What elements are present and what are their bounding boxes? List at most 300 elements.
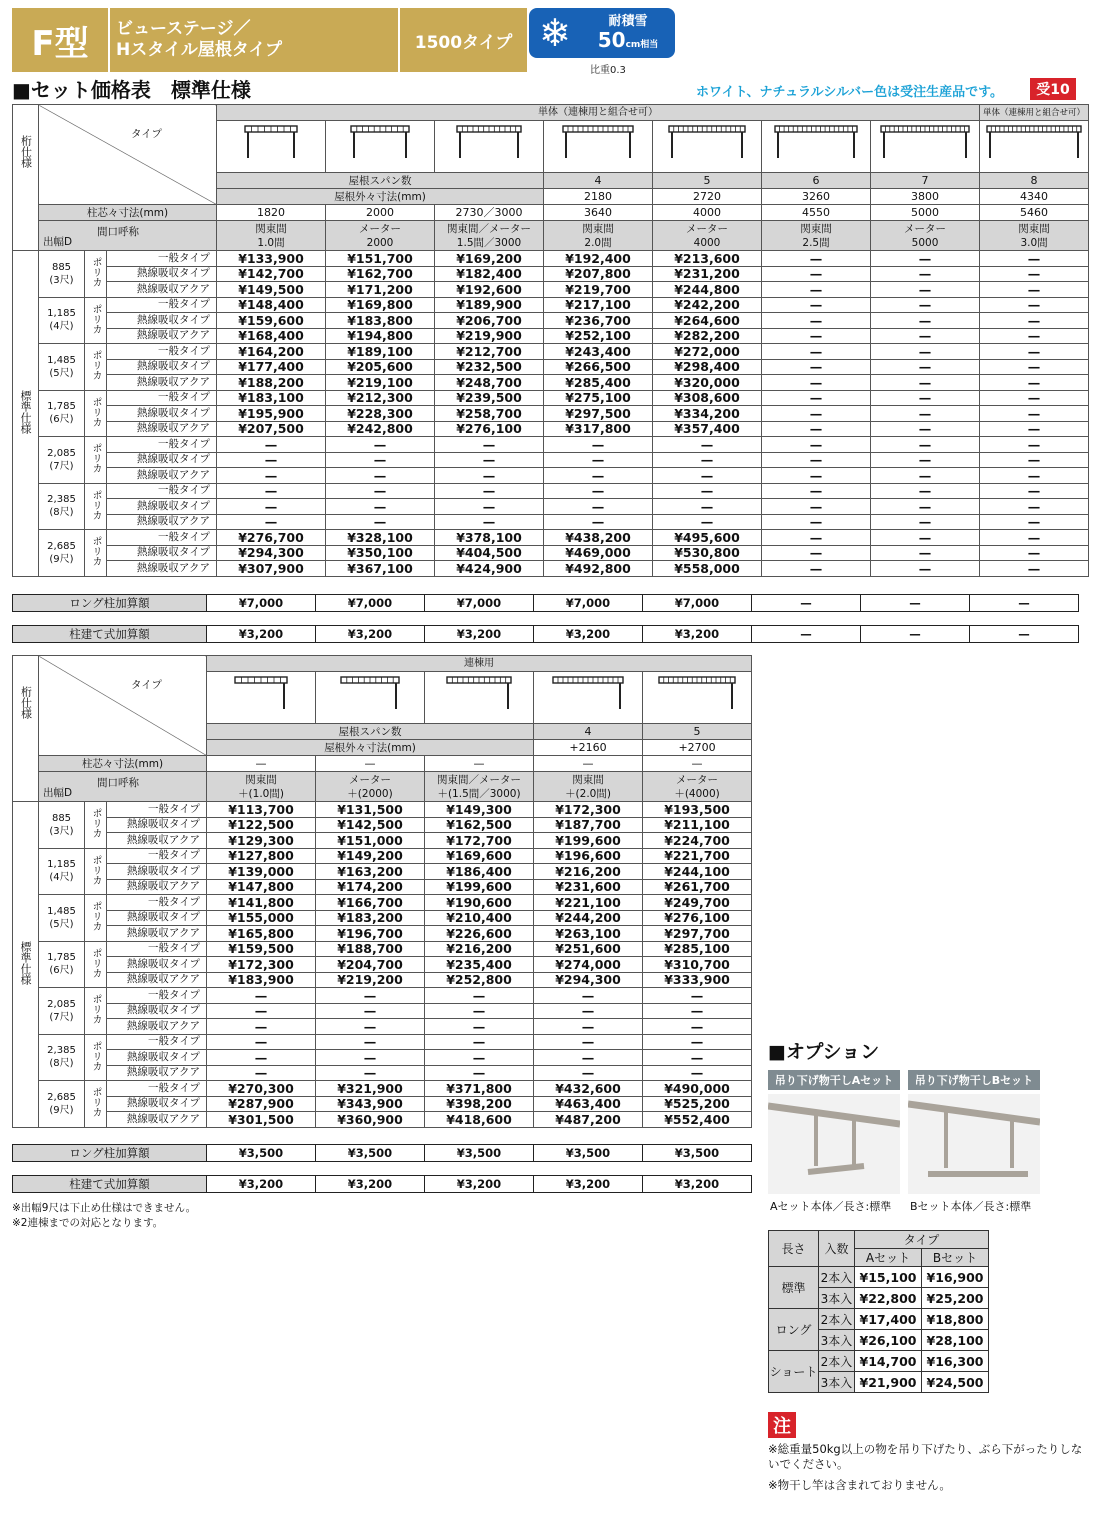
- price-cell: ¥276,100: [435, 421, 544, 437]
- roof-diagram-icon: [668, 125, 746, 159]
- price-cell: —: [762, 359, 871, 375]
- open-cell: メーター ＋(2000): [316, 772, 425, 802]
- kind-cell: 一般タイプ: [107, 390, 217, 406]
- roof-diagram-icon: [340, 676, 400, 710]
- depth-heading: 出幅D: [43, 787, 73, 799]
- kind-cell: 一般タイプ: [107, 344, 217, 360]
- opt-b-price: ¥16,300: [922, 1351, 989, 1372]
- price-cell: —: [762, 328, 871, 344]
- kind-cell: 熱線吸収アクア: [107, 421, 217, 437]
- keta-label: 桁仕様: [19, 135, 33, 168]
- price-cell: ¥162,500: [425, 817, 534, 833]
- option-b-image: [908, 1094, 1040, 1194]
- kind-cell: 一般タイプ: [107, 802, 207, 818]
- price-cell: ¥525,200: [643, 1096, 752, 1112]
- price-cell: —: [762, 499, 871, 515]
- sum-cell: —: [752, 595, 861, 612]
- spec-cell: 2180: [544, 189, 653, 205]
- kind-cell: 熱線吸収タイプ: [107, 1096, 207, 1112]
- price-cell: ¥244,800: [653, 282, 762, 298]
- sum-cell: —: [861, 626, 970, 643]
- price-cell: ¥301,500: [207, 1112, 316, 1128]
- sum-label: 柱建て式加算額: [13, 1176, 207, 1193]
- footnote-1: ※出幅9尺は下止め仕様はできません。: [12, 1202, 197, 1214]
- spec-cell: 3260: [762, 189, 871, 205]
- price-cell: —: [871, 328, 980, 344]
- price-cell: —: [653, 499, 762, 515]
- price-cell: —: [326, 514, 435, 530]
- price-cell: —: [217, 483, 326, 499]
- group-header-linked: 連棟用: [207, 656, 752, 672]
- price-cell: ¥418,600: [425, 1112, 534, 1128]
- kind-cell: 一般タイプ: [107, 297, 217, 313]
- roof-diagram-icon: [880, 125, 970, 159]
- price-cell: ¥216,200: [534, 864, 643, 880]
- price-cell: —: [871, 282, 980, 298]
- price-cell: ¥371,800: [425, 1081, 534, 1097]
- price-cell: —: [980, 282, 1089, 298]
- price-cell: —: [762, 468, 871, 484]
- price-cell: —: [871, 344, 980, 360]
- opt-a-price: ¥14,700: [855, 1351, 922, 1372]
- spec-cell: —: [534, 756, 643, 772]
- price-cell: —: [980, 530, 1089, 546]
- price-cell: ¥206,700: [435, 313, 544, 329]
- price-cell: ¥133,900: [217, 251, 326, 267]
- material-cell: ポリカ: [85, 530, 107, 577]
- opt-b-price: ¥24,500: [922, 1372, 989, 1393]
- sum-cell: ¥7,000: [643, 595, 752, 612]
- price-cell: ¥285,400: [544, 375, 653, 391]
- depth-cell: 1,185 (4尺): [39, 297, 85, 344]
- long-pillar-row-1: [12, 594, 1079, 612]
- price-cell: —: [326, 483, 435, 499]
- sum-label: ロング柱加算額: [13, 595, 207, 612]
- sum-cell: ¥3,500: [316, 1145, 425, 1162]
- price-cell: —: [871, 437, 980, 453]
- price-cell: —: [871, 297, 980, 313]
- price-cell: ¥169,200: [435, 251, 544, 267]
- price-cell: —: [534, 1050, 643, 1066]
- roof-diagram-icon: [350, 125, 410, 159]
- sum-cell: ¥3,200: [316, 626, 425, 643]
- price-cell: ¥196,700: [316, 926, 425, 942]
- group-header-single-11: 単体（連棟用と組合せ可）: [980, 105, 1089, 121]
- open-cell: 関東間 ＋(2.0間): [534, 772, 643, 802]
- price-cell: ¥328,100: [326, 530, 435, 546]
- price-cell: —: [643, 1034, 752, 1050]
- price-cell: ¥432,600: [534, 1081, 643, 1097]
- sum-label: ロング柱加算額: [13, 1145, 207, 1162]
- price-cell: —: [980, 359, 1089, 375]
- opt-b-price: ¥16,900: [922, 1267, 989, 1288]
- material-cell: ポリカ: [85, 802, 107, 849]
- price-cell: ¥221,100: [534, 895, 643, 911]
- kind-cell: 熱線吸収アクア: [107, 879, 207, 895]
- price-cell: —: [980, 266, 1089, 282]
- price-cell: —: [762, 452, 871, 468]
- price-cell: ¥487,200: [534, 1112, 643, 1128]
- price-cell: ¥148,400: [217, 297, 326, 313]
- price-cell: ¥334,200: [653, 406, 762, 422]
- snow-load-badge: [529, 8, 675, 58]
- kind-cell: 熱線吸収アクア: [107, 328, 217, 344]
- price-cell: —: [871, 313, 980, 329]
- price-cell: ¥367,100: [326, 561, 435, 577]
- depth-cell: 2,085 (7尺): [39, 988, 85, 1035]
- kind-cell: 熱線吸収アクア: [107, 972, 207, 988]
- price-cell: —: [217, 499, 326, 515]
- price-cell: ¥226,600: [425, 926, 534, 942]
- price-cell: —: [980, 344, 1089, 360]
- price-cell: ¥463,400: [534, 1096, 643, 1112]
- material-cell: ポリカ: [85, 1081, 107, 1128]
- spec-cell: —: [207, 756, 316, 772]
- price-cell: —: [217, 468, 326, 484]
- price-cell: ¥263,100: [534, 926, 643, 942]
- price-cell: ¥495,600: [653, 530, 762, 546]
- roof-cell: [207, 672, 316, 724]
- option-a-caption: Aセット本体／長さ:標準: [770, 1200, 892, 1213]
- price-cell: —: [544, 452, 653, 468]
- price-cell: —: [762, 375, 871, 391]
- caution-note-1: ※総重量50kg以上の物を吊り下げたり、ぶら下がったりしないでください。: [768, 1442, 1083, 1471]
- opt-length-cell: ロング: [769, 1309, 819, 1351]
- price-cell: ¥189,900: [435, 297, 544, 313]
- depth-cell: 1,185 (4尺): [39, 848, 85, 895]
- kind-cell: 一般タイプ: [107, 988, 207, 1004]
- sum-cell: ¥7,000: [534, 595, 643, 612]
- price-cell: —: [980, 313, 1089, 329]
- kind-cell: 熱線吸収タイプ: [107, 910, 207, 926]
- roof-diagram-icon: [774, 125, 858, 159]
- price-cell: —: [871, 545, 980, 561]
- sum-cell: —: [970, 626, 1079, 643]
- price-cell: ¥196,600: [534, 848, 643, 864]
- roof-diagram-icon: [658, 676, 736, 710]
- price-cell: —: [316, 1003, 425, 1019]
- price-cell: ¥168,400: [217, 328, 326, 344]
- price-cell: —: [207, 988, 316, 1004]
- kind-cell: 一般タイプ: [107, 251, 217, 267]
- price-cell: —: [653, 452, 762, 468]
- price-cell: ¥232,500: [435, 359, 544, 375]
- opt-a-price: ¥22,800: [855, 1288, 922, 1309]
- open-cell: 関東間／メーター 1.5間／3000: [435, 221, 544, 251]
- price-cell: ¥207,800: [544, 266, 653, 282]
- order-badge: 受10: [1030, 78, 1076, 100]
- price-cell: ¥192,600: [435, 282, 544, 298]
- price-cell: —: [762, 483, 871, 499]
- price-cell: —: [871, 359, 980, 375]
- price-cell: ¥219,200: [316, 972, 425, 988]
- price-cell: ¥438,200: [544, 530, 653, 546]
- price-cell: —: [643, 1019, 752, 1035]
- price-cell: ¥147,800: [207, 879, 316, 895]
- price-cell: —: [326, 452, 435, 468]
- price-cell: ¥276,700: [217, 530, 326, 546]
- price-cell: —: [425, 1065, 534, 1081]
- open-cell: 関東間 1.0間: [217, 221, 326, 251]
- price-cell: —: [980, 375, 1089, 391]
- price-cell: —: [435, 468, 544, 484]
- price-cell: —: [316, 1034, 425, 1050]
- spec-cell: —: [316, 756, 425, 772]
- price-cell: —: [871, 266, 980, 282]
- price-cell: —: [980, 452, 1089, 468]
- price-cell: ¥224,700: [643, 833, 752, 849]
- price-cell: ¥242,200: [653, 297, 762, 313]
- price-cell: —: [425, 1003, 534, 1019]
- opt-h-a: Aセット: [855, 1249, 922, 1267]
- price-cell: —: [425, 1050, 534, 1066]
- price-cell: ¥424,900: [435, 561, 544, 577]
- price-cell: —: [425, 1034, 534, 1050]
- material-cell: ポリカ: [85, 251, 107, 298]
- price-cell: —: [871, 251, 980, 267]
- price-cell: ¥242,800: [326, 421, 435, 437]
- price-cell: —: [326, 499, 435, 515]
- price-cell: —: [544, 514, 653, 530]
- opt-a-price: ¥17,400: [855, 1309, 922, 1330]
- spec-cell: 4000: [653, 205, 762, 221]
- price-cell: ¥239,500: [435, 390, 544, 406]
- price-cell: ¥231,200: [653, 266, 762, 282]
- price-cell: ¥216,200: [425, 941, 534, 957]
- price-cell: —: [653, 483, 762, 499]
- opt-b-price: ¥28,100: [922, 1330, 989, 1351]
- price-cell: —: [653, 437, 762, 453]
- price-cell: —: [871, 499, 980, 515]
- price-cell: ¥190,600: [425, 895, 534, 911]
- price-cell: ¥231,600: [534, 879, 643, 895]
- price-cell: ¥378,100: [435, 530, 544, 546]
- kind-cell: 熱線吸収タイプ: [107, 545, 217, 561]
- price-cell: ¥186,400: [425, 864, 534, 880]
- material-cell: ポリカ: [85, 297, 107, 344]
- price-cell: ¥261,700: [643, 879, 752, 895]
- color-note: ホワイト、ナチュラルシルバー色は受注生産品です。: [696, 85, 1004, 100]
- sum-cell: ¥3,200: [534, 626, 643, 643]
- price-cell: ¥264,600: [653, 313, 762, 329]
- opt-qty-cell: 2本入: [819, 1309, 855, 1330]
- price-cell: ¥113,700: [207, 802, 316, 818]
- price-cell: ¥183,200: [316, 910, 425, 926]
- price-cell: —: [980, 514, 1089, 530]
- sum-cell: ¥3,500: [643, 1145, 752, 1162]
- price-cell: ¥142,500: [316, 817, 425, 833]
- price-cell: ¥187,700: [534, 817, 643, 833]
- price-cell: ¥211,100: [643, 817, 752, 833]
- price-cell: ¥276,100: [643, 910, 752, 926]
- price-cell: ¥212,300: [326, 390, 435, 406]
- price-cell: ¥492,800: [544, 561, 653, 577]
- opt-b-price: ¥18,800: [922, 1309, 989, 1330]
- roof-cell: [871, 121, 980, 173]
- price-cell: ¥192,400: [544, 251, 653, 267]
- price-cell: ¥251,600: [534, 941, 643, 957]
- roof-cell: [544, 121, 653, 173]
- price-cell: —: [980, 328, 1089, 344]
- roof-diagram-icon: [234, 676, 288, 710]
- roof-cell: [762, 121, 871, 173]
- open-cell: 関東間 ＋(1.0間): [207, 772, 316, 802]
- price-cell: ¥343,900: [316, 1096, 425, 1112]
- pillar-add-row-2: [12, 1175, 752, 1193]
- price-cell: ¥195,900: [217, 406, 326, 422]
- opt-a-price: ¥21,900: [855, 1372, 922, 1393]
- material-cell: ポリカ: [85, 895, 107, 942]
- price-cell: ¥558,000: [653, 561, 762, 577]
- price-cell: ¥163,200: [316, 864, 425, 880]
- price-cell: ¥236,700: [544, 313, 653, 329]
- snowflake-icon: ❄: [539, 11, 571, 55]
- material-cell: ポリカ: [85, 988, 107, 1035]
- section-title: ■セット価格表 標準仕様: [12, 78, 251, 102]
- sum-cell: ¥3,200: [425, 626, 534, 643]
- roof-diagram-icon: [986, 125, 1082, 159]
- price-cell: ¥258,700: [435, 406, 544, 422]
- price-cell: —: [544, 468, 653, 484]
- price-cell: —: [534, 1034, 643, 1050]
- roof-cell: [217, 121, 326, 173]
- price-cell: ¥171,200: [326, 282, 435, 298]
- kind-cell: 熱線吸収タイプ: [107, 864, 207, 880]
- price-cell: ¥469,000: [544, 545, 653, 561]
- material-cell: ポリカ: [85, 344, 107, 391]
- price-cell: —: [762, 390, 871, 406]
- price-cell: ¥287,900: [207, 1096, 316, 1112]
- kind-cell: 熱線吸収タイプ: [107, 957, 207, 973]
- price-cell: —: [425, 988, 534, 1004]
- open-label: 間口呼称: [97, 226, 139, 238]
- price-cell: —: [207, 1003, 316, 1019]
- price-cell: ¥169,800: [326, 297, 435, 313]
- header-corner: [39, 656, 207, 756]
- opt-b-price: ¥25,200: [922, 1288, 989, 1309]
- price-cell: ¥210,400: [425, 910, 534, 926]
- sum-cell: ¥7,000: [425, 595, 534, 612]
- std-spec-label: 標準仕様: [19, 389, 32, 434]
- price-cell: —: [643, 1003, 752, 1019]
- sum-cell: ¥3,500: [534, 1145, 643, 1162]
- dimension-type: 1500タイプ: [414, 32, 513, 53]
- core-label: 柱芯々寸法(mm): [39, 205, 217, 221]
- price-cell: ¥155,000: [207, 910, 316, 926]
- sum-cell: —: [970, 595, 1079, 612]
- kind-cell: 一般タイプ: [107, 848, 207, 864]
- kind-cell: 熱線吸収タイプ: [107, 406, 217, 422]
- price-cell: —: [871, 468, 980, 484]
- price-cell: ¥360,900: [316, 1112, 425, 1128]
- spec-cell: 3640: [544, 205, 653, 221]
- kind-cell: 一般タイプ: [107, 895, 207, 911]
- roof-cell: [980, 121, 1089, 173]
- sum-cell: ¥3,200: [534, 1176, 643, 1193]
- price-cell: ¥166,700: [316, 895, 425, 911]
- price-cell: —: [762, 344, 871, 360]
- spec-cell: —: [425, 756, 534, 772]
- spec-cell: 5: [653, 173, 762, 189]
- price-cell: ¥321,900: [316, 1081, 425, 1097]
- type-heading: タイプ: [131, 679, 162, 691]
- price-cell: —: [316, 988, 425, 1004]
- kind-cell: 熱線吸収アクア: [107, 926, 207, 942]
- option-a-image: [768, 1094, 900, 1194]
- product-name-line1: ビューステージ／: [116, 19, 251, 39]
- open-cell: メーター 4000: [653, 221, 762, 251]
- price-cell: —: [435, 483, 544, 499]
- price-cell: ¥207,500: [217, 421, 326, 437]
- price-cell: ¥204,700: [316, 957, 425, 973]
- roof-cell: [643, 672, 752, 724]
- spec-cell: 4340: [980, 189, 1089, 205]
- price-cell: —: [871, 561, 980, 577]
- price-cell: ¥294,300: [217, 545, 326, 561]
- price-cell: —: [435, 437, 544, 453]
- price-cell: —: [980, 483, 1089, 499]
- open-label: 間口呼称: [97, 777, 139, 789]
- open-cell: 関東間 2.5間: [762, 221, 871, 251]
- kind-cell: 一般タイプ: [107, 1081, 207, 1097]
- price-cell: ¥165,800: [207, 926, 316, 942]
- price-cell: —: [871, 406, 980, 422]
- roof-cell: [326, 121, 435, 173]
- price-cell: —: [980, 499, 1089, 515]
- kind-cell: 熱線吸収アクア: [107, 282, 217, 298]
- price-cell: —: [217, 452, 326, 468]
- roof-cell: [425, 672, 534, 724]
- price-cell: —: [762, 530, 871, 546]
- price-cell: ¥183,100: [217, 390, 326, 406]
- price-cell: —: [762, 514, 871, 530]
- price-cell: —: [326, 437, 435, 453]
- roof-cell: [435, 121, 544, 173]
- kind-cell: 熱線吸収タイプ: [107, 817, 207, 833]
- price-cell: ¥174,200: [316, 879, 425, 895]
- kind-cell: 熱線吸収アクア: [107, 1112, 207, 1128]
- price-cell: ¥552,400: [643, 1112, 752, 1128]
- open-cell: 関東間 3.0間: [980, 221, 1089, 251]
- price-cell: —: [980, 421, 1089, 437]
- price-cell: —: [643, 1065, 752, 1081]
- price-cell: —: [871, 514, 980, 530]
- price-cell: —: [871, 452, 980, 468]
- option-price-table: [768, 1230, 989, 1393]
- opt-qty-cell: 2本入: [819, 1267, 855, 1288]
- opt-h-length: 長さ: [769, 1231, 819, 1267]
- kind-cell: 熱線吸収アクア: [107, 468, 217, 484]
- price-cell: —: [980, 297, 1089, 313]
- caution-mark: 注: [768, 1412, 796, 1438]
- type-label: F型: [12, 8, 110, 72]
- price-cell: ¥350,100: [326, 545, 435, 561]
- caution-note-2: ※物干し竿は含まれておりません。: [768, 1478, 951, 1492]
- opt-qty-cell: 3本入: [819, 1372, 855, 1393]
- depth-cell: 2,085 (7尺): [39, 437, 85, 484]
- price-cell: ¥244,100: [643, 864, 752, 880]
- kind-cell: 一般タイプ: [107, 1034, 207, 1050]
- price-cell: ¥243,400: [544, 344, 653, 360]
- opt-qty-cell: 2本入: [819, 1351, 855, 1372]
- spec-cell: 7: [871, 173, 980, 189]
- price-cell: ¥183,900: [207, 972, 316, 988]
- keta-cell: [13, 105, 39, 251]
- price-cell: —: [762, 561, 871, 577]
- spec-cell: +2160: [534, 740, 643, 756]
- roof-diagram-icon: [244, 125, 298, 159]
- material-cell: ポリカ: [85, 483, 107, 530]
